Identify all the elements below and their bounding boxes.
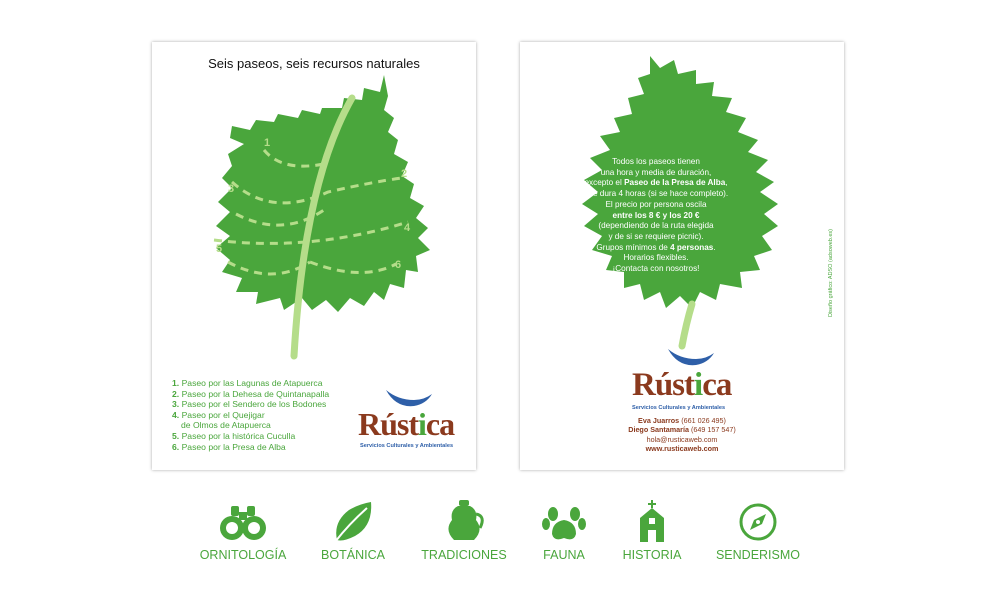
compass-icon [734, 500, 782, 542]
route-item: 5. Paseo por la histórica Cuculla [172, 430, 296, 441]
logo-wordmark: Rústica [358, 406, 455, 442]
activity-senderismo [708, 500, 808, 562]
logo-subtitle: Servicios Culturales y Ambientales [632, 405, 726, 411]
binoculars-icon [219, 500, 267, 542]
leaf-number-6: 6 [395, 259, 402, 271]
paw-icon [540, 500, 588, 542]
activity-label: SENDERISMO [715, 548, 801, 562]
leaf-number-1: 1 [264, 137, 271, 149]
back-flyer [520, 42, 844, 470]
activity-fauna [514, 500, 614, 562]
flyer-title: Seis paseos, seis recursos naturales [208, 56, 420, 71]
activity-label: TRADICIONES [421, 548, 507, 562]
leaf-route-map [152, 42, 476, 372]
contact-block [520, 416, 844, 454]
activity-ornitologia [193, 500, 293, 562]
route-list [172, 378, 329, 452]
leaf-number-2: 2 [401, 168, 408, 180]
activity-label: ORNITOLOGÍA [199, 548, 287, 562]
tour-info-text: Todos los paseos tienen una hora y media de duración, excepto el Paseo de la Presa de Alba, que dura 4 horas (si se hace completo). El precio por persona oscila entre los 8 € y los 20 € (dependiendo de la ruta elegida y de si se requiere picnic). Grupos mínimos de 4 personas. Horarios flexibles. ¡Contacta con nosotros! [583, 157, 729, 274]
logo-wordmark: Rústica [632, 367, 732, 403]
contact-name: Diego Santamaría [628, 425, 689, 435]
church-icon [628, 500, 676, 542]
route-item: 1. Paseo por las Lagunas de Atapuerca [172, 378, 323, 388]
leaf-number-5: 5 [216, 243, 223, 255]
leaf-number-3: 3 [228, 183, 235, 195]
jug-icon [440, 500, 488, 542]
route-item: 6. Paseo por la Presa de Alba [172, 441, 286, 452]
activity-tradiciones [414, 500, 514, 562]
design-credit: Diseño gráfico: ADSO (adsoweb.es) [828, 228, 834, 318]
contact-phone: (661 026 495) [681, 416, 726, 425]
contact-email[interactable]: hola@rusticaweb.com [646, 434, 718, 444]
activity-icons [0, 500, 1000, 580]
leaf-icon [329, 500, 377, 542]
contact-phone: (649 157 547) [690, 425, 736, 435]
route-item: 3. Paseo por el Sendero de los Bodones [172, 399, 327, 410]
contact-website[interactable]: www.rusticaweb.com [645, 444, 719, 454]
activity-label: BOTÁNICA [321, 548, 385, 562]
activity-historia [602, 500, 702, 562]
route-item: 4. Paseo por el Quejigar de Olmos de Atapuerca [172, 409, 271, 431]
logo-subtitle: Servicios Culturales y Ambientales [360, 443, 454, 449]
leaf-stem [682, 304, 692, 346]
route-item: 2. Paseo por la Dehesa de Quintanapalla [172, 388, 330, 399]
front-flyer [152, 42, 476, 470]
activity-label: FAUNA [543, 548, 585, 562]
leaf-number-4: 4 [404, 222, 411, 234]
activity-botanica [303, 500, 403, 562]
contact-name: Eva Juarros [638, 416, 680, 425]
activity-label: HISTORIA [622, 548, 682, 562]
